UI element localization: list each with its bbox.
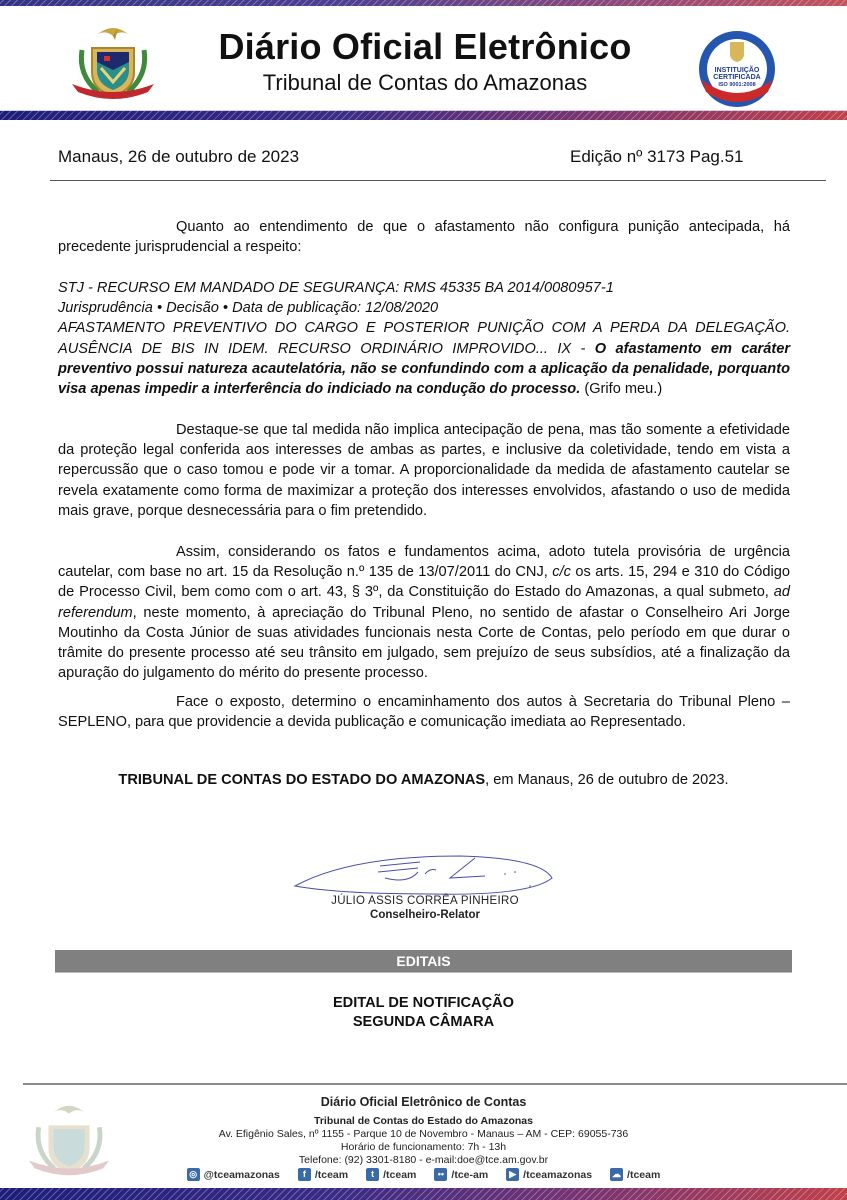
paragraph-3 [58, 542, 790, 683]
paragraph-4-text: Face o exposto, determino o encaminhamento dos autos à Secretaria do Tribunal Pleno – SEPLENO, para que providencie a devida publicação e comunicação imediata ao Representado. [58, 694, 790, 731]
footer-address: Av. Efigênio Sales, nº 1155 - Parque 10 de Novembro - Manaus – AM - CEP: 69055-736 [218, 1128, 629, 1140]
social-label: /tceam [314, 1168, 349, 1181]
citation-title: STJ - RECURSO EM MANDADO DE SEGURANÇA: RMS 45335 BA 2014/0080957-1 [58, 280, 614, 296]
paragraph-2 [58, 420, 790, 521]
header-divider-stripe [0, 110, 847, 120]
twitter-icon: t [366, 1168, 379, 1181]
instagram-icon: ◎ [187, 1168, 200, 1181]
social-label: /tceam [627, 1168, 661, 1181]
paragraph-1 [58, 217, 790, 257]
closing-date: , em Manaus, 26 de outubro de 2023. [485, 772, 729, 788]
signatory-name: JÚLIO ASSIS CORRÊA PINHEIRO [331, 895, 519, 907]
footer-contact: Telefone: (92) 3301-8180 - e-mail:doe@tce.am.gov.br [298, 1154, 549, 1166]
footer-rule [23, 1083, 847, 1085]
social-label: /tceam [383, 1168, 417, 1181]
edition-page: Edição nº 3173 Pag.51 [570, 147, 744, 166]
bottom-decorative-stripe [0, 1188, 847, 1200]
citation-text [58, 318, 790, 399]
citation-suffix: (Grifo meu.) [580, 381, 663, 398]
citation-italic: AFASTAMENTO PREVENTIVO DO CARGO E POSTERIOR PUNIÇÃO COM A PERDA DA DELEGAÇÃO. AUSÊNCIA DE BIS IN IDEM. RECURSO ORDINÁRIO IMPROVIDO... IX - [58, 320, 790, 357]
p3-ad-referendum: ad referendum [58, 584, 790, 621]
paragraph-1-text: Quanto ao entendimento de que o afastamento não configura punição antecipada, há precedente jurisprudencial a respeito: [58, 219, 790, 256]
publication-title: Diário Oficial Eletrônico [218, 26, 632, 67]
p3-part-b: os arts. 15, 294 e 310 do Código de Processo Civil, bem como com o art. 43, § 3º, da Constituição do Estado do Amazonas, a qual submeto, [58, 564, 790, 601]
social-label: /tce-am [451, 1168, 489, 1181]
social-link-soundcloud[interactable] [610, 1168, 660, 1181]
edital-title: EDITAL DE NOTIFICAÇÃO [332, 995, 515, 1011]
p3-part-a: Assim, considerando os fatos e fundamentos acima, adoto tutela provisória de urgência cautelar, com base no art. 15 da Resolução n.º 135 de 13/07/2011 do CNJ, [58, 544, 790, 581]
social-label: @tceamazonas [203, 1168, 280, 1181]
paragraph-3-text [58, 542, 790, 683]
social-link-flickr[interactable] [434, 1168, 488, 1181]
seal-text-1: INSTITUIÇÃO [714, 67, 760, 74]
dateline-rule [50, 180, 826, 181]
social-link-youtube[interactable] [506, 1168, 592, 1181]
footer-hours: Horário de funcionamento: 7h - 13h [340, 1141, 507, 1153]
closing-org: TRIBUNAL DE CONTAS DO ESTADO DO AMAZONAS [118, 772, 486, 788]
p3-cc: c/c [552, 564, 571, 581]
edital-subtitle: SEGUNDA CÂMARA [352, 1014, 495, 1030]
soundcloud-icon: ☁ [612, 1169, 622, 1179]
footer-title: Diário Oficial Eletrônico de Contas [320, 1095, 527, 1109]
social-link-twitter[interactable] [366, 1168, 416, 1181]
footer-org: Tribunal de Contas do Estado do Amazonas [314, 1115, 533, 1127]
seal-text-3: ISO 9001:2008 [718, 82, 756, 88]
section-bar-editais: EDITAIS [55, 950, 792, 973]
signatory-role: Conselheiro-Relator [370, 909, 480, 921]
social-link-instagram[interactable] [187, 1168, 280, 1181]
publication-date: Manaus, 26 de outubro de 2023 [58, 147, 300, 166]
social-label: /tceamazonas [523, 1168, 593, 1181]
social-links [0, 1168, 847, 1181]
facebook-icon: f [298, 1168, 311, 1181]
citation-block [58, 278, 790, 399]
social-link-facebook[interactable] [298, 1168, 348, 1181]
citation-bold-emphasis: O afastamento em caráter preventivo possui natureza acautelatória, não se confundindo com a aplicação da penalidade, porquanto visa apenas impedir a interferência do indiciado na condução do processo. [58, 340, 791, 398]
state-coat-of-arms-icon [68, 20, 158, 106]
citation-meta: Jurisprudência • Decisão • Data de publicação: 12/08/2020 [58, 300, 439, 317]
p3-part-c: , neste momento, à apreciação do Tribunal Pleno, no sentido de afastar o Conselheiro Ari Jorge Moutinho da Costa Júnior de suas atividades funcionais nesta Corte de Contas, pelo período em que durar o trâmite do presente processo até seu trânsito em julgado, sem prejuízo de seus subsídios, até a finalização da apuração do julgamento do mérito do presente processo. [58, 604, 790, 682]
certification-seal-icon [696, 28, 778, 110]
publication-subtitle: Tribunal de Contas do Amazonas [262, 70, 588, 95]
paragraph-4 [58, 692, 790, 732]
flickr-icon: •• [434, 1168, 447, 1181]
closing-line [0, 772, 847, 788]
seal-text-2: CERTIFICADA [713, 74, 761, 81]
youtube-icon: ▶ [506, 1168, 519, 1181]
paragraph-2-text: Destaque-se que tal medida não implica antecipação de pena, mas tão somente a efetividade da proteção legal conferida aos interesses de ambas as partes, e inclusive da coletividade, tendo em vista a repercussão que o caso tomou e pode vir a tomar. A proporcionalidade da medida de afastamento cautelar se revela exatamente como forma de maximizar a proteção dos interesses envolvidos, afastando o uso de medida mais grave, porque desnecessária para o fim pretendido. [58, 422, 790, 519]
masthead [0, 6, 847, 110]
